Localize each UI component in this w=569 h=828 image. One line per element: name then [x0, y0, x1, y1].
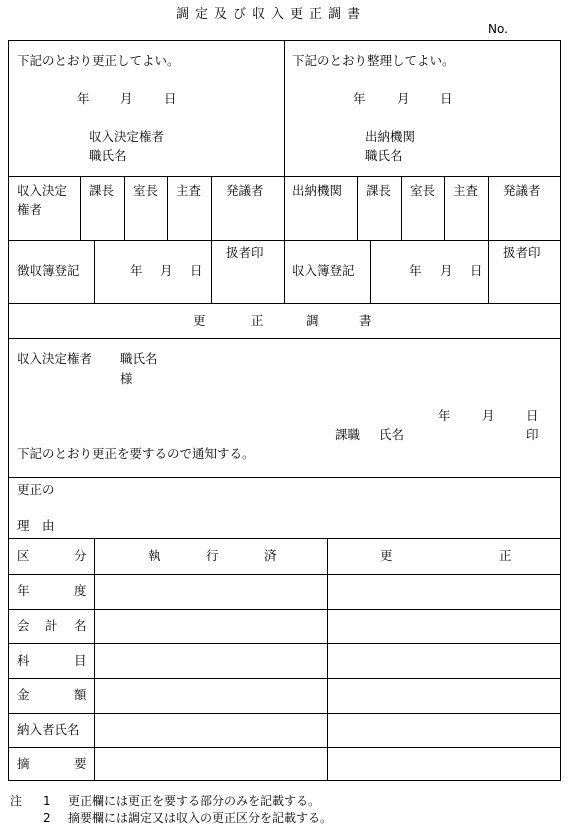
sender-position: 課職	[335, 427, 361, 442]
section-heading-char-4: 書	[359, 313, 372, 328]
approval-right-name-label: 職氏名	[365, 148, 403, 163]
reason-label-line2: 理 由	[17, 518, 55, 533]
row-account-char-1: 会	[17, 618, 30, 633]
row-payer-name: 納入者氏名	[17, 722, 80, 737]
row-amount-char-1: 金	[17, 687, 30, 702]
notice-date-year: 年	[438, 408, 451, 423]
approval-left-authority: 収入決定権者	[89, 129, 165, 144]
stamp-left-proposer: 発議者	[226, 183, 264, 198]
header-executed-char-2: 行	[206, 548, 219, 563]
approval-right-date-day: 日	[440, 91, 453, 106]
row-amount-char-2: 額	[74, 687, 87, 702]
stamp-right-section-chief: 課長	[366, 183, 392, 198]
approval-right-text: 下記のとおり整理してよい。	[292, 53, 455, 68]
reason-label-line1: 更正の	[17, 482, 55, 497]
header-executed-char-1: 執	[148, 548, 161, 563]
number-label: No.	[488, 22, 508, 36]
header-correction-char-1: 更	[380, 548, 393, 563]
approval-left-name-label: 職氏名	[89, 148, 127, 163]
sender-name-label: 氏名	[379, 427, 405, 442]
form-title: 調定及び収入更正調書	[176, 7, 367, 22]
approval-right-authority: 出納機関	[365, 129, 416, 144]
stamp-left-supervisor: 主査	[176, 183, 202, 198]
row-year-char-1: 年	[17, 583, 30, 598]
row-remarks-char-2: 要	[74, 756, 87, 771]
notice-date-day: 日	[526, 408, 539, 423]
registry-left-date-month: 月	[160, 263, 173, 278]
section-heading-char-2: 正	[251, 313, 264, 328]
notes-prefix: 注	[10, 794, 23, 808]
stamp-right-office-chief: 室長	[410, 183, 436, 198]
stamp-left-office-chief: 室長	[133, 183, 159, 198]
registry-right-label: 収入簿登記	[292, 263, 355, 278]
row-account-char-2: 計	[45, 618, 58, 633]
header-category-char-2: 分	[74, 548, 87, 563]
row-subject-char-2: 目	[74, 653, 87, 668]
stamp-left-section-chief: 課長	[89, 183, 115, 198]
note-2-text: 摘要欄には調定又は収入の更正区分を記載する。	[68, 811, 333, 825]
registry-right-date-year: 年	[409, 263, 422, 278]
stamp-authority-line2: 権者	[17, 202, 43, 217]
registry-right-handler-seal: 扱者印	[503, 245, 541, 260]
note-1-text: 更正欄には更正を要する部分のみを記載する。	[68, 794, 321, 808]
registry-left-label: 徴収簿登記	[17, 263, 80, 278]
notice-date-month: 月	[482, 408, 495, 423]
stamp-right-authority: 出納機関	[292, 183, 343, 198]
row-subject-char-1: 科	[17, 653, 30, 668]
header-executed-char-3: 済	[264, 548, 277, 563]
addressee-title: 収入決定権者	[17, 351, 93, 366]
row-year-char-2: 度	[74, 583, 87, 598]
approval-right-date-month: 月	[397, 91, 410, 106]
row-remarks-char-1: 摘	[17, 756, 30, 771]
sender-seal: 印	[526, 427, 539, 442]
section-heading-char-1: 更	[193, 313, 206, 328]
row-account-char-3: 名	[74, 618, 87, 633]
stamp-right-supervisor: 主査	[453, 183, 479, 198]
registry-right-date-month: 月	[440, 263, 453, 278]
registry-left-date-year: 年	[130, 263, 143, 278]
stamp-authority-line1: 収入決定	[17, 183, 68, 198]
approval-left-date-month: 月	[120, 91, 133, 106]
header-category-char-1: 区	[17, 548, 30, 563]
notice-text: 下記のとおり更正を要するので通知する。	[17, 446, 255, 461]
approval-right-date-year: 年	[353, 91, 366, 106]
header-correction-char-2: 正	[499, 548, 512, 563]
approval-left-text: 下記のとおり更正してよい。	[17, 53, 180, 68]
approval-left-date-day: 日	[164, 91, 177, 106]
registry-left-handler-seal: 扱者印	[226, 245, 264, 260]
registry-right-date-day: 日	[470, 263, 483, 278]
section-heading-char-3: 調	[306, 313, 319, 328]
addressee-honorific: 様	[120, 371, 133, 386]
note-1-number: 1	[43, 794, 51, 808]
stamp-right-proposer: 発議者	[503, 183, 541, 198]
note-2-number: 2	[43, 811, 51, 825]
approval-left-date-year: 年	[77, 91, 90, 106]
addressee-name-label: 職氏名	[120, 351, 158, 366]
registry-left-date-day: 日	[190, 263, 203, 278]
